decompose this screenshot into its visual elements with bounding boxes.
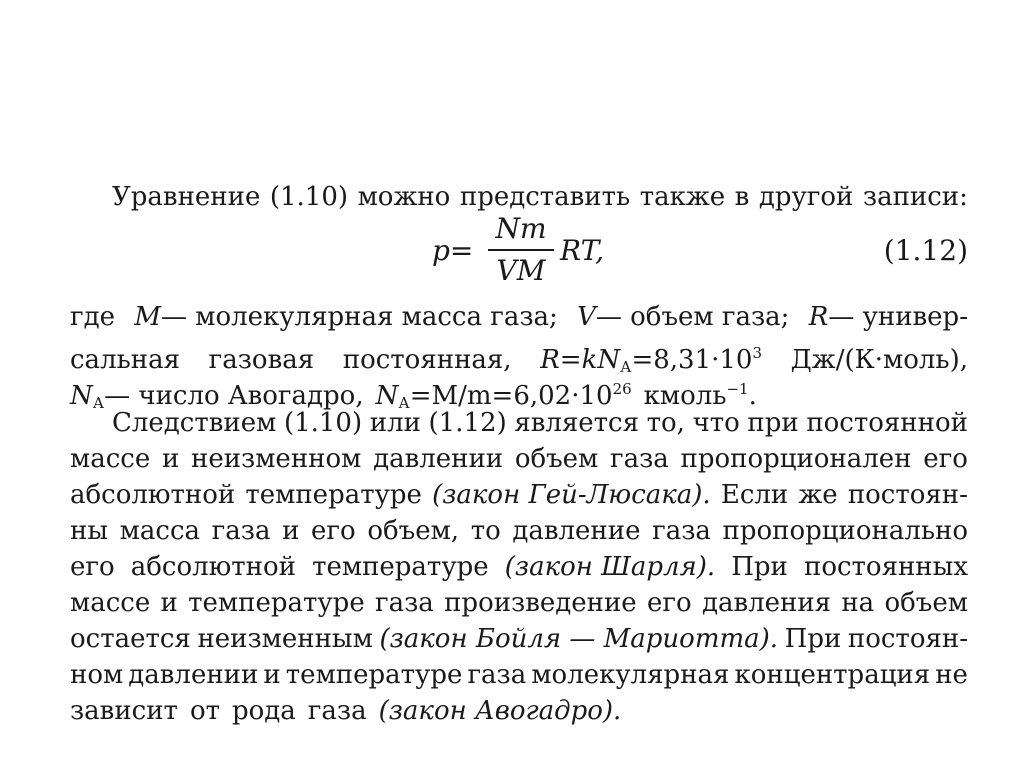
- word: также: [639, 182, 726, 212]
- M-definition: — молекулярная масса газа;: [160, 302, 558, 332]
- equation-1-12: [400, 212, 968, 292]
- R-definition: — универ-: [828, 302, 968, 332]
- word: (1.12): [428, 408, 507, 438]
- word: Уравнение: [112, 182, 261, 212]
- word: газа: [467, 660, 527, 690]
- word: молекулярная: [531, 660, 730, 690]
- word: (1.10): [269, 182, 349, 212]
- var-M: M: [134, 302, 161, 332]
- paragraph-line: [70, 694, 968, 728]
- formula-value: =8,31·10: [631, 345, 753, 375]
- unit-text: кмоль: [643, 381, 727, 411]
- word: объем,: [367, 516, 460, 546]
- word: и: [161, 444, 180, 474]
- subscript-A: А: [398, 394, 410, 412]
- word: давления: [701, 588, 832, 618]
- word: массе: [70, 588, 151, 618]
- word: газовая: [208, 345, 315, 375]
- exponent: 26: [612, 380, 632, 398]
- equation-number: (1.12): [883, 234, 968, 267]
- word: газа: [609, 444, 669, 474]
- word: пропорционален: [680, 444, 912, 474]
- word: объем: [884, 588, 968, 618]
- word: давлении: [373, 444, 504, 474]
- word: неизменном: [190, 444, 362, 474]
- period: .: [748, 381, 757, 411]
- word: (1.10): [283, 408, 363, 438]
- word: неизменным: [197, 624, 373, 654]
- word: его: [70, 552, 115, 582]
- word: остается: [70, 624, 191, 654]
- paragraph-line: [70, 586, 968, 620]
- law-name: (закон Авогадро).: [378, 696, 622, 726]
- word: постоянных: [803, 552, 968, 582]
- word: то: [470, 516, 501, 546]
- subscript-A: А: [92, 394, 105, 412]
- law-name: (закон Шарля).: [504, 552, 716, 582]
- V-definition: — объем газа;: [595, 302, 790, 332]
- word: концентрация: [734, 660, 931, 690]
- unit-exponent: −1: [726, 380, 749, 398]
- word: другой: [758, 182, 854, 212]
- unit: Дж/(К·моль),: [790, 345, 968, 375]
- word: в: [734, 182, 750, 212]
- word: произведение: [444, 588, 637, 618]
- word: его: [311, 516, 356, 546]
- word: газа: [211, 516, 271, 546]
- word: является: [514, 408, 640, 438]
- fraction-bar: [488, 249, 554, 251]
- law-name: (закон Бойля — Мариотта).: [379, 624, 779, 654]
- word: рода: [231, 696, 296, 726]
- word: что: [692, 408, 740, 438]
- word: газа: [652, 516, 711, 546]
- word: пропорционально: [722, 516, 968, 546]
- var-N: N: [375, 381, 399, 411]
- word: то,: [646, 408, 685, 438]
- word: объем: [514, 444, 599, 474]
- var-V: V: [577, 302, 596, 332]
- symbol-R: [809, 300, 968, 334]
- word: Следствием: [112, 408, 277, 438]
- definitions-line-1: [70, 300, 968, 334]
- formula-R-kN: R=kN: [540, 345, 621, 375]
- symbol-V: [577, 300, 789, 334]
- word: его: [646, 588, 692, 618]
- law-name: (закон Гей-Люсака).: [432, 480, 711, 510]
- var-R: R: [808, 302, 829, 332]
- word: массе: [70, 444, 151, 474]
- word: ном: [70, 660, 124, 690]
- word: не: [935, 660, 968, 690]
- NA-definition: — число Авогадро,: [104, 381, 364, 411]
- word: и: [282, 516, 300, 546]
- paragraph-line: [70, 478, 968, 512]
- word: давление: [512, 516, 641, 546]
- word: записи:: [862, 182, 968, 212]
- symbol-M: [134, 300, 557, 334]
- word: и: [263, 660, 281, 690]
- word: постоянная,: [342, 345, 512, 375]
- word: Если: [720, 480, 789, 510]
- word: представить: [459, 182, 631, 212]
- word: давлении: [128, 660, 259, 690]
- word: ны: [70, 516, 109, 546]
- word: или: [369, 408, 421, 438]
- word: масса: [119, 516, 201, 546]
- word: газа: [375, 588, 434, 618]
- exponent: 3: [752, 344, 763, 362]
- paragraph-line: [70, 622, 968, 656]
- word: на: [841, 588, 875, 618]
- word: постоян-: [847, 480, 968, 510]
- word: При: [731, 552, 788, 582]
- word: где: [70, 302, 116, 332]
- word: сальная: [70, 345, 180, 375]
- word: постоян-: [847, 624, 968, 654]
- word: его: [923, 444, 968, 474]
- fraction-numerator: Nm: [495, 212, 547, 245]
- paragraph-line: [70, 442, 968, 476]
- intro-line: [112, 180, 968, 214]
- word: абсолютной: [130, 552, 296, 582]
- paragraph-line: [70, 658, 968, 692]
- paragraph-line: [112, 406, 968, 440]
- word: зависит: [70, 696, 178, 726]
- word: газа: [307, 696, 367, 726]
- word: при: [747, 408, 799, 438]
- word: постоянной: [806, 408, 968, 438]
- word: и: [160, 588, 178, 618]
- equation-lhs: p=: [432, 234, 474, 267]
- equation-rhs: RT,: [560, 234, 605, 267]
- word: же: [798, 480, 838, 510]
- word: температуре: [188, 588, 365, 618]
- word: от: [189, 696, 220, 726]
- word: температуре: [245, 480, 422, 510]
- equation-fraction: [488, 212, 554, 288]
- word: можно: [357, 182, 451, 212]
- word: температуре: [312, 552, 489, 582]
- word: При: [784, 624, 842, 654]
- var-N: N: [70, 381, 93, 411]
- word: абсолютной: [70, 480, 236, 510]
- formula-value: =M/m=6,02·10: [409, 381, 613, 411]
- word: температуре: [285, 660, 463, 690]
- subscript-A: А: [620, 358, 632, 376]
- paragraph-line: [70, 514, 968, 548]
- paragraph-line: [70, 550, 968, 584]
- fraction-denominator: VM: [496, 254, 546, 287]
